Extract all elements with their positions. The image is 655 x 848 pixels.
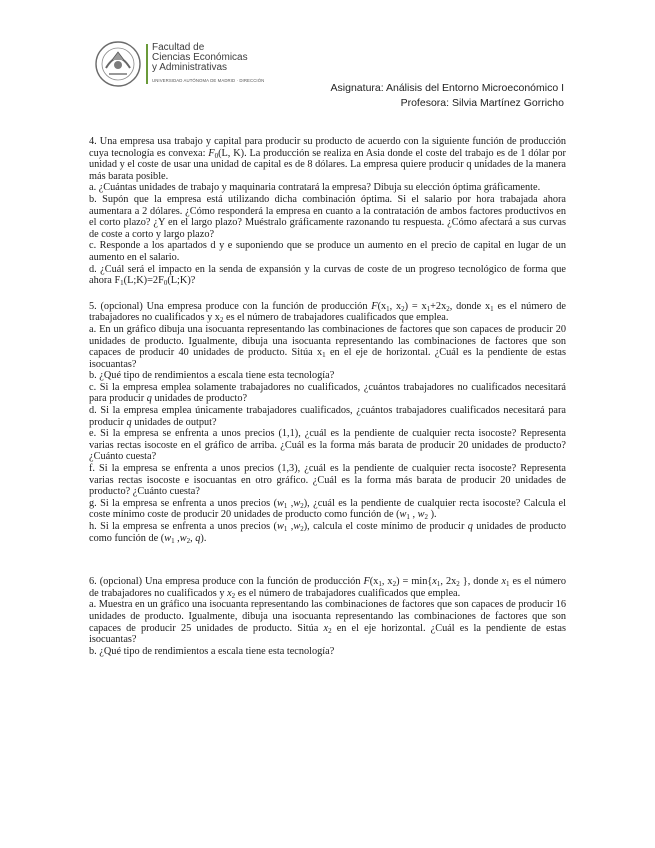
q5-item-e: e. Si la empresa se enfrenta a unos precios (1,1), ¿cuál es la pendiente de cualquier recta isocoste? Representa varias rectas isocoste en el gráfico de arriba. ¿Cuál es la forma más barata de producir 20 unidades de producto? ¿Cuánto cuesta? <box>89 428 566 463</box>
q4-item-b: b. Supón que la empresa está utilizando dicha combinación óptima. Si el salario por hora trabajada ahora aumentara a 2 dólares. ¿Cómo responderá la empresa en cuanto a la contratación de ambos factores productivos en el corto plazo? ¿Y en el largo plazo? Muéstralo gráficamente razonando tu respuesta. ¿Cómo afectará a sus curvas de coste a corto y largo plazo? <box>89 193 566 240</box>
q4-item-d: d. ¿Cuál será el impacto en la senda de expansión y la curvas de coste de un progreso tecnológico de forma que ahora $F_1(L;K)=2F_0(L;K)$? <box>89 263 566 288</box>
q5-item-d: d. Si la empresa emplea únicamente trabajadores cualificados, ¿cuántos trabajadores cualificados necesitará para producir q unidades de output? <box>89 405 566 428</box>
q5-item-a: a. En un gráfico dibuja una isocuanta representando las combinaciones de factores que son capaces de producir 20 unidades de producto. Igualmente, dibuja una isocuanta representando las combinaciones de factores que son capaces de producir 40 unidades de producto. Sitúa $x_1$ en el eje de horizontal. ¿Cuál es la pendiente de estas isocuantas? <box>89 323 567 370</box>
faculty-name-line1: Facultad de <box>152 42 205 53</box>
q5-item-f: f. Si la empresa se enfrenta a unos precios (1,3), ¿cuál es la pendiente de cualquier recta isocoste? Representa varias rectas isocoste e isocuantas en otro gráfico. ¿Cuál es la forma más barata de producir 20 unidades de producto? ¿Cuánto cuesta? <box>89 463 566 498</box>
logo-subtitle: UNIVERSIDAD AUTÓNOMA DE MADRID · DIRECCIÓN <box>152 78 265 83</box>
course-header <box>331 81 564 111</box>
q5-intro: 5. (opcional) Una empresa produce con la función de producción $F(x_1$, $x_2) = x_1+2x_2$, donde $x_1$ es el número de trabajadores no cualificados y $x_2$ es el número de trabajadores cualificados que emplea. <box>89 300 566 325</box>
q5-item-b: b. ¿Qué tipo de rendimientos a escala tiene esta tecnología? <box>89 370 335 382</box>
subject-line: Asignatura: Análisis del Entorno Microeconómico I <box>330 82 564 94</box>
question-4 <box>89 136 566 287</box>
faculty-name <box>152 43 248 73</box>
faculty-name-line2: Ciencias Económicas <box>152 52 248 63</box>
q6-item-b: b. ¿Qué tipo de rendimientos a escala tiene esta tecnología? <box>89 645 335 657</box>
logo-divider <box>146 44 148 84</box>
q4-intro: 4. Una empresa usa trabajo y capital para producir su producto de acuerdo con la siguiente función de producción cuya tecnología es convexa: $F_0(L$, K). La producción se realiza en Asia donde el coste del trabajo es de 1 dólar por unidad y el coste de usar una unidad de capital es de 8 dólares. La empresa quiere producir q unidades de la manera más barata posible. <box>89 136 566 182</box>
q5-item-h: h. Si la empresa se enfrenta a unos precios ($w_1$ $,w_2$), calcula el coste mínimo de producir q unidades de producto como función de ($w_1$ $,w_2$, q). <box>89 521 566 545</box>
q6-intro: 6. (opcional) Una empresa produce con la función de producción $F(x_1$, $x_2) = \min\{x_1$, $2x_2$ }, donde $x_1$ es el número de trabajadores no cualificados y $x_2$ es el número de trabajadores cualificados que emplea. <box>89 576 567 600</box>
faculty-name-line3: y Administrativas <box>152 62 228 73</box>
q5-item-g: g. Si la empresa se enfrenta a unos precios ($w_1$ $,w_2$), ¿cuál es la pendiente de cualquier recta isocoste? Calcula el coste mínimo coste de producir 20 unidades de producto como función de ($w_1$ , $w_2$ ). <box>89 497 566 522</box>
q6-item-a: a. Muestra en un gráfico una isocuanta representando las combinaciones de factores que son capaces de producir 16 unidades de producto. Igualmente, dibuja una isocuanta representando las combinaciones de factores que son capaces de producir 25 unidades de producto. Sitúa $x_2$ en el eje horizontal. ¿Cuál es la pendiente de estas isocuantas? <box>89 599 566 646</box>
q4-item-c: c. Responde a los apartados d y e suponiendo que se produce un aumento en el precio de capital en lugar de un aumento en el salario. <box>89 240 566 263</box>
document-body <box>89 136 566 657</box>
professor-line: Profesora: Silvia Martínez Gorricho <box>400 97 564 109</box>
faculty-logo <box>94 38 324 98</box>
q5-item-c: c. Si la empresa emplea solamente trabajadores no cualificados, ¿cuántos trabajadores no cualificados necesitará para producir q unidades de producto? <box>89 381 566 405</box>
question-5 <box>89 301 566 544</box>
question-6 <box>89 576 566 657</box>
q4-item-a: a. ¿Cuántas unidades de trabajo y maquinaria contratará la empresa? Dibuja su elección óptima gráficamente. <box>89 182 541 194</box>
university-seal-icon <box>94 38 142 90</box>
